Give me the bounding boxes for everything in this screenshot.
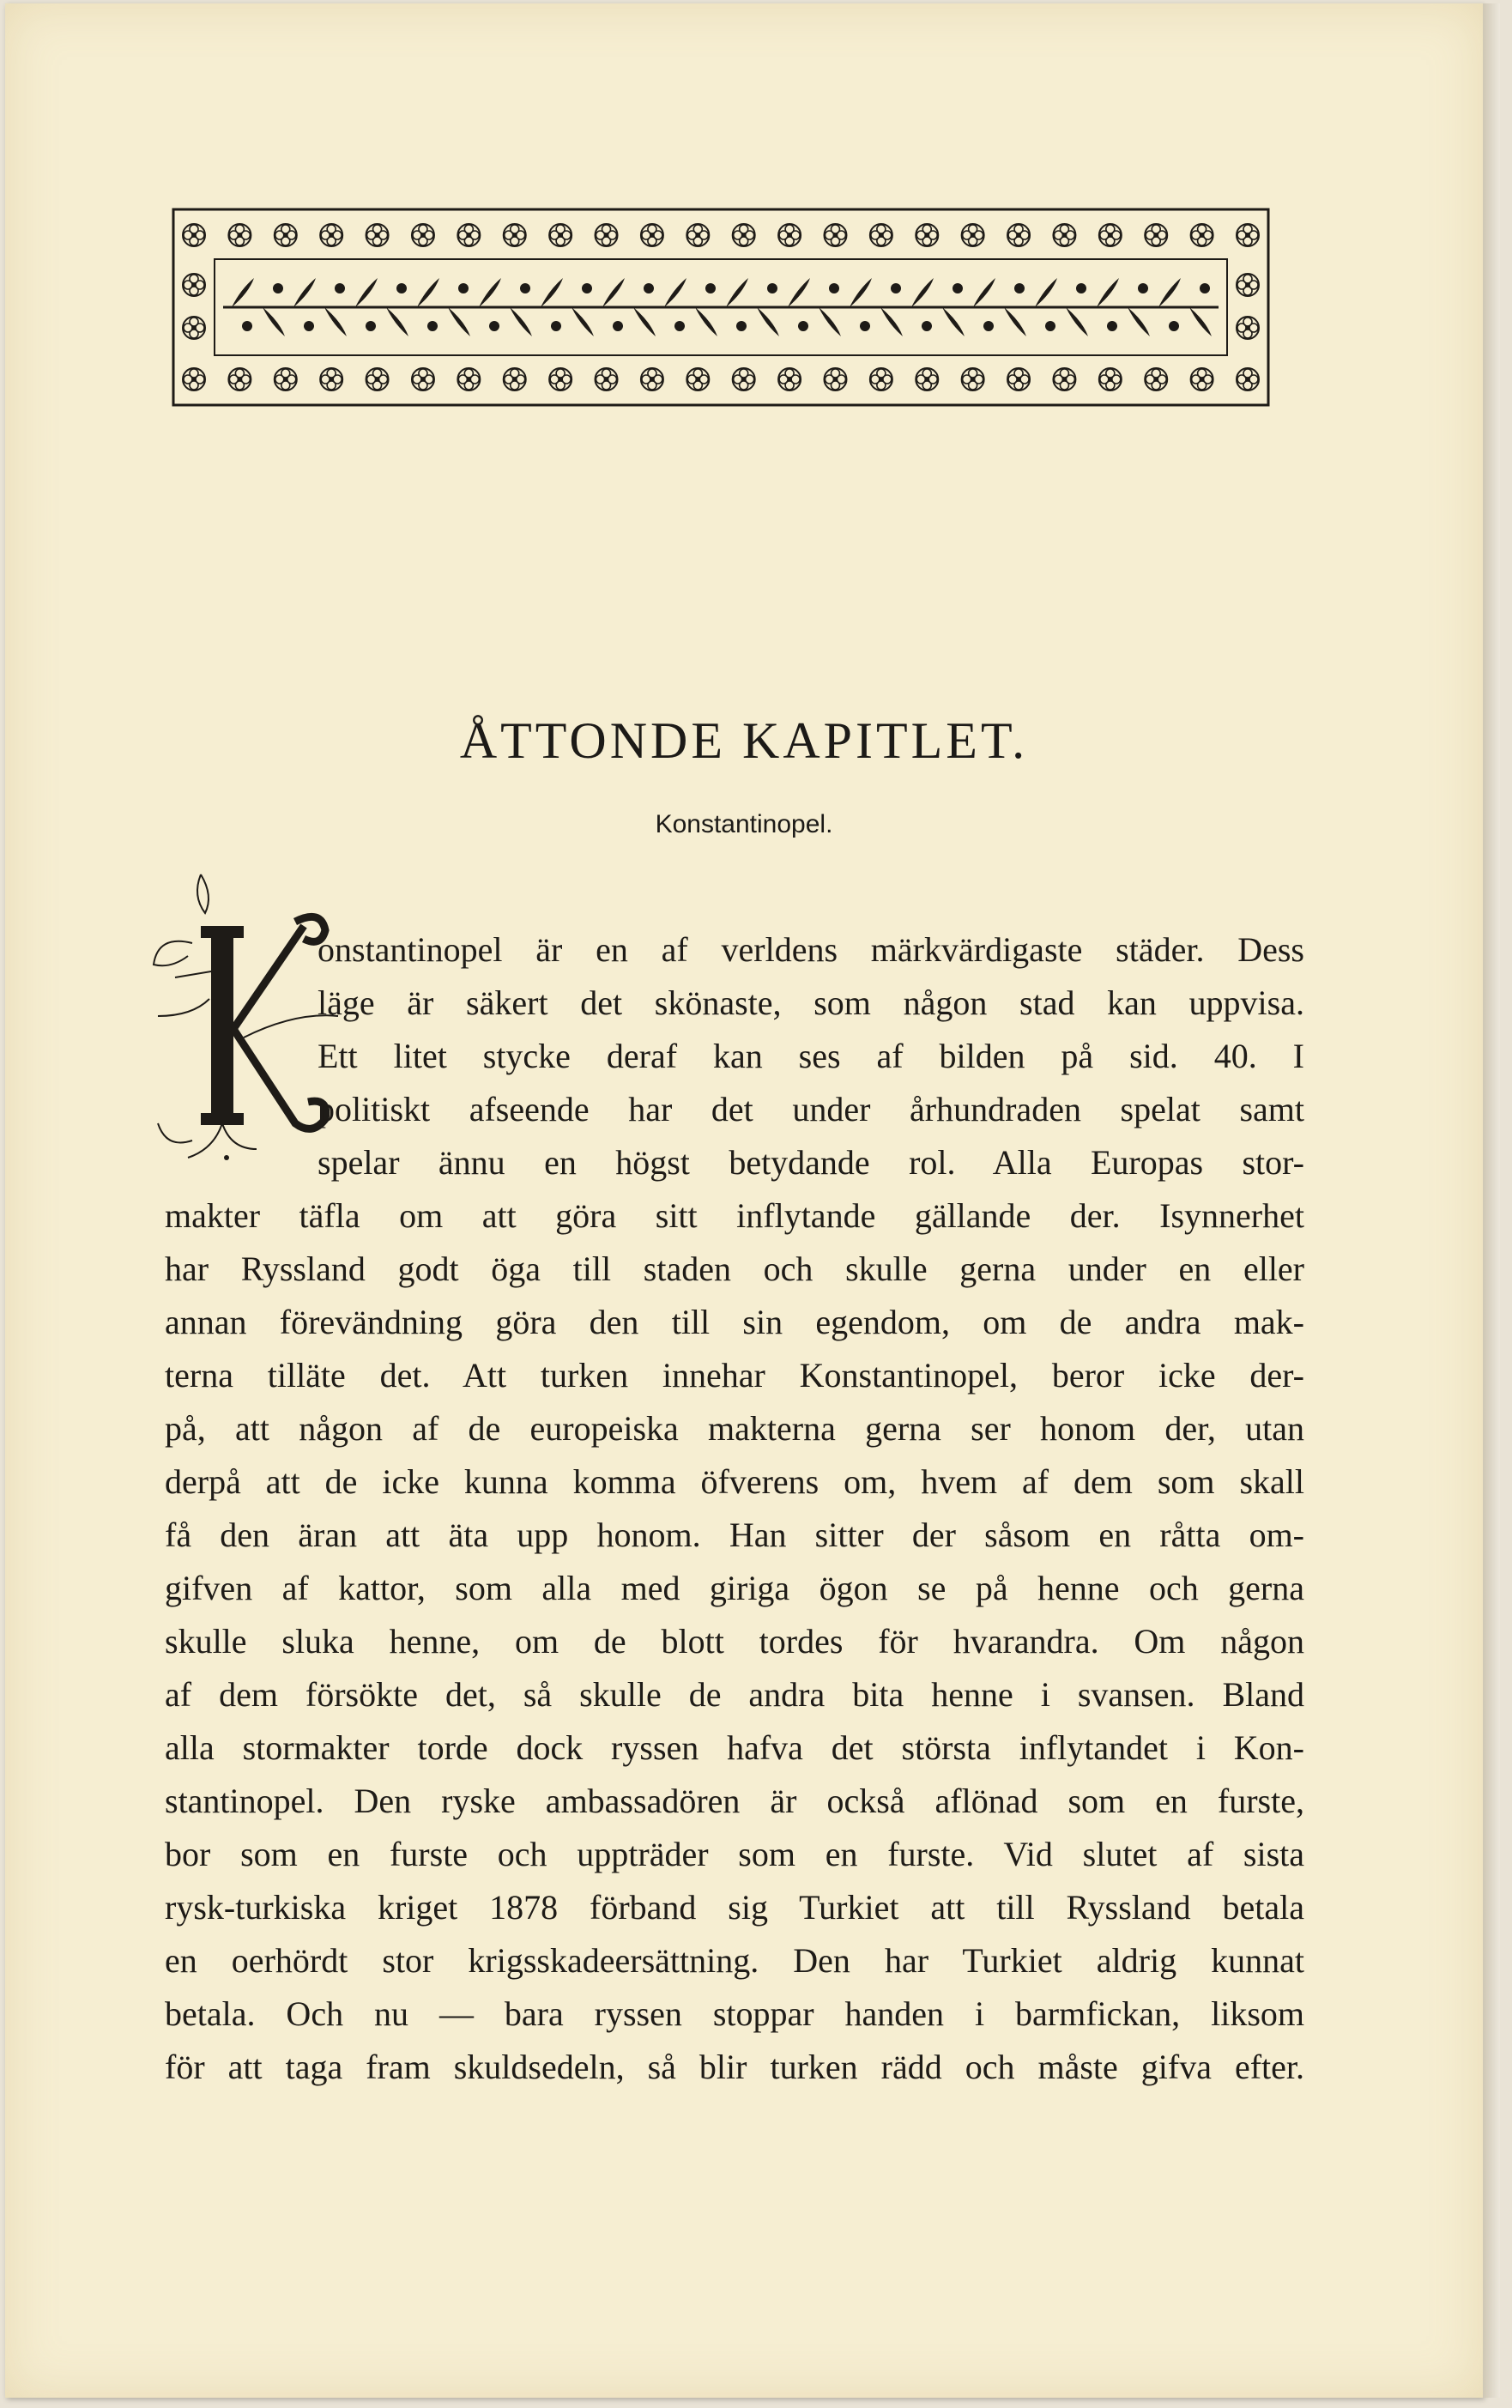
chapter-title: ÅTTONDE KAPITLET.: [459, 712, 1029, 769]
text-line: för att taga fram skuldsedeln, så blir turken rädd och måste gifva efter.: [165, 2048, 1304, 2086]
chapter-body: [165, 923, 1304, 2094]
text-line: betala. Och nu — bara ryssen stoppar handen i barmfickan, liksom: [165, 1994, 1304, 2033]
book-page: [5, 3, 1483, 2398]
floral-header-border: [172, 208, 1270, 407]
text-line: derpå att de icke kunna komma öfverens om, hvem af dem som skall: [165, 1462, 1304, 1501]
text-line: stantinopel. Den ryske ambassadören är också aflönad som en furste,: [165, 1782, 1304, 1820]
text-line: terna tilläte det. Att turken innehar Konstantinopel, beror icke der-: [165, 1356, 1304, 1395]
text-line: skulle sluka henne, om de blott tordes för hvarandra. Om någon: [165, 1622, 1304, 1661]
text-line: af dem försökte det, så skulle de andra bita henne i svansen. Bland: [165, 1675, 1304, 1714]
text-line: en oerhördt stor krigsskadeersättning. Den har Turkiet aldrig kunnat: [165, 1941, 1304, 1980]
text-line: annan förevändning göra den till sin egendom, om de andra mak-: [165, 1303, 1304, 1341]
text-line: på, att någon af de europeiska makterna gerna ser honom der, utan: [165, 1409, 1304, 1448]
text-line: läge är säkert det skönaste, som någon stad kan uppvisa.: [318, 983, 1304, 1022]
text-line: onstantinopel är en af verldens märkvärdigaste städer. Dess: [318, 930, 1304, 969]
text-line: bor som en furste och uppträder som en furste. Vid slutet af sista: [165, 1835, 1304, 1873]
text-line: spelar ännu en högst betydande rol. Alla Europas stor-: [318, 1143, 1304, 1182]
text-line: har Ryssland godt öga till staden och skulle gerna under en eller: [165, 1249, 1304, 1288]
page-edge: [1483, 3, 1500, 2398]
chapter-subtitle: Konstantinopel.: [655, 810, 833, 838]
text-line: rysk-turkiska kriget 1878 förband sig Turkiet att till Ryssland betala: [165, 1888, 1304, 1927]
text-line: få den äran att äta upp honom. Han sitter der såsom en råtta om-: [165, 1516, 1304, 1554]
text-line: politiskt afseende har det under århundraden spelat samt: [318, 1090, 1304, 1128]
text-line: alla stormakter torde dock ryssen hafva det största inflytandet i Kon-: [165, 1728, 1304, 1767]
text-line: gifven af kattor, som alla med giriga ögon se på henne och gerna: [165, 1569, 1304, 1607]
text-line: makter täfla om att göra sitt inflytande gällande der. Isynnerhet: [165, 1196, 1304, 1235]
text-line: Ett litet stycke deraf kan ses af bilden på sid. 40. I: [318, 1037, 1304, 1075]
